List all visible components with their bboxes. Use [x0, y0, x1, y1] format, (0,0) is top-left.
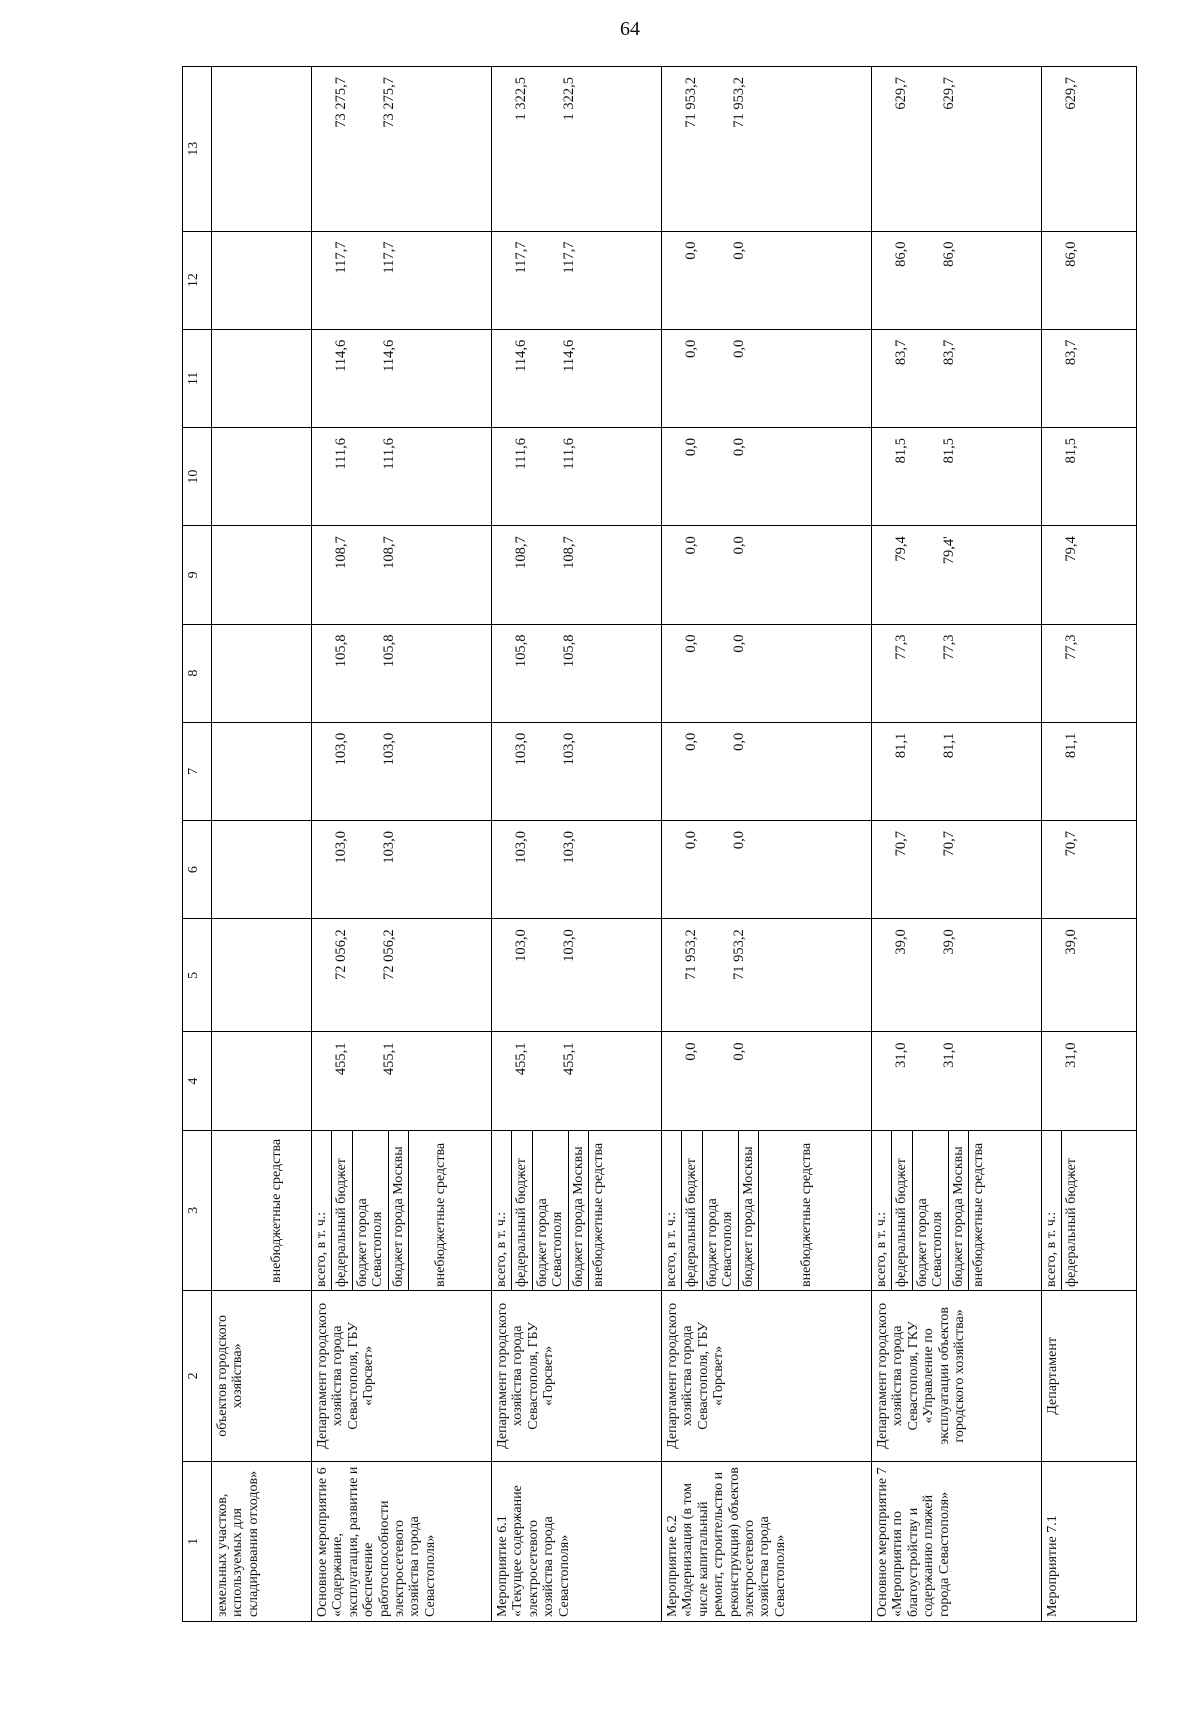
budget-table — [182, 66, 1137, 1622]
value-cell — [212, 526, 312, 624]
value-cell: 86,0 — [1042, 231, 1137, 329]
source-cell — [312, 1130, 492, 1290]
executor-cell: Департамент городского хозяйства города Севастополя, ГКУ «Управление по эксплуатации объектов городского хозяйства» — [872, 1290, 1042, 1461]
value-cell: 103,0 103,0 — [492, 722, 662, 820]
value-cell — [212, 624, 312, 722]
value-cell: 455,1 455,1 — [312, 1032, 492, 1130]
value-cell: 70,7 — [1042, 821, 1137, 919]
header-row — [183, 67, 212, 1622]
value-cell: 0,0 0,0 — [662, 722, 872, 820]
source-item: бюджет города Севастополя — [702, 1131, 738, 1290]
source-item: федеральный бюджет — [1061, 1131, 1081, 1290]
col-header: 3 — [183, 1130, 212, 1290]
measure-cell: Мероприятие 7.1 — [1042, 1461, 1137, 1621]
value-cell: 629,7 629,7 — [872, 67, 1042, 232]
measure-cell: Мероприятие 6.2 «Модернизация (в том числе капитальный ремонт, строительство и реконструкция) объектов электросетевого хозяйства города Севастополя» — [662, 1461, 872, 1621]
executor-cell: Департамент городского хозяйства города Севастополя, ГБУ «Горсвет» — [492, 1290, 662, 1461]
value-cell: 105,8 105,8 — [492, 624, 662, 722]
value-cell: 117,7 117,7 — [492, 231, 662, 329]
value-cell: 0,0 0,0 — [662, 329, 872, 427]
source-item: внебюджетные средства — [968, 1131, 988, 1290]
col-header: 4 — [183, 1032, 212, 1130]
col-header: 2 — [183, 1290, 212, 1461]
value-cell: 81,5 81,5 — [872, 428, 1042, 526]
value-cell: 81,5 — [1042, 428, 1137, 526]
page-number: 64 — [620, 18, 640, 40]
value-cell: 629,7 — [1042, 67, 1137, 232]
table-row — [1042, 67, 1137, 1622]
value-cell: 72 056,2 72 056,2 — [312, 919, 492, 1032]
value-cell: 111,6 111,6 — [492, 428, 662, 526]
executor-cell: Департамент — [1042, 1290, 1137, 1461]
value-cell: 77,3 — [1042, 624, 1137, 722]
col-header: 9 — [183, 526, 212, 624]
executor-cell: объектов городского хозяйства» — [212, 1290, 312, 1461]
table-row — [872, 67, 1042, 1622]
value-cell: 39,0 39,0 — [872, 919, 1042, 1032]
value-cell: 39,0 — [1042, 919, 1137, 1032]
source-item: внебюджетные средства — [269, 1138, 284, 1283]
value-cell: 111,6 111,6 — [312, 428, 492, 526]
source-item: всего, в т. ч.: — [1044, 1211, 1059, 1287]
value-cell: 108,7 108,7 — [492, 526, 662, 624]
measure-cell: Мероприятие 6.1 «Текущее содержание электросетевого хозяйства города Севастополя» — [492, 1461, 662, 1621]
table-row — [312, 67, 492, 1622]
source-item: федеральный бюджет — [681, 1131, 701, 1290]
source-item: всего, в т. ч.: — [664, 1211, 679, 1287]
value-cell: 70,7 70,7 — [872, 821, 1042, 919]
value-cell: 0,0 0,0 — [662, 1032, 872, 1130]
source-cell — [1042, 1130, 1137, 1290]
col-header: 7 — [183, 722, 212, 820]
value-cell: 455,1 455,1 — [492, 1032, 662, 1130]
source-item: внебюджетные средства — [408, 1131, 450, 1290]
value-cell: 86,0 86,0 — [872, 231, 1042, 329]
col-header: 8 — [183, 624, 212, 722]
value-cell: 31,0 31,0 — [872, 1032, 1042, 1130]
col-header: 6 — [183, 821, 212, 919]
executor-cell: Департамент городского хозяйства города Севастополя, ГБУ «Горсвет» — [312, 1290, 492, 1461]
value-cell: 0,0 0,0 — [662, 624, 872, 722]
source-item: бюджет города Севастополя — [912, 1131, 948, 1290]
source-item: внебюджетные средства — [588, 1131, 608, 1290]
source-item: федеральный бюджет — [331, 1131, 351, 1290]
value-cell: 103,0 103,0 — [492, 821, 662, 919]
table-row — [492, 67, 662, 1622]
value-cell: 1 322,5 1 322,5 — [492, 67, 662, 232]
executor-cell: Департамент городского хозяйства города Севастополя, ГБУ «Горсвет» — [662, 1290, 872, 1461]
value-cell: 71 953,2 71 953,2 — [662, 67, 872, 232]
value-cell: 0,0 0,0 — [662, 428, 872, 526]
value-cell: 103,0 103,0 — [312, 821, 492, 919]
col-header: 5 — [183, 919, 212, 1032]
source-item: внебюджетные средства — [758, 1131, 816, 1290]
col-header: 12 — [183, 231, 212, 329]
value-cell — [212, 722, 312, 820]
value-cell: 83,7 83,7 — [872, 329, 1042, 427]
value-cell: 81,1 81,1 — [872, 722, 1042, 820]
rotated-table-container — [182, 66, 1137, 1622]
source-item: бюджет города Москвы — [738, 1131, 758, 1290]
value-cell — [212, 1032, 312, 1130]
value-cell: 103,0 103,0 — [312, 722, 492, 820]
value-cell: 117,7 117,7 — [312, 231, 492, 329]
source-item: всего, в т. ч.: — [874, 1211, 889, 1287]
source-item: бюджет города Москвы — [568, 1131, 588, 1290]
col-header: 11 — [183, 329, 212, 427]
measure-cell: земельных участков, используемых для складирования отходов» — [212, 1461, 312, 1621]
source-cell — [872, 1130, 1042, 1290]
value-cell: 108,7 108,7 — [312, 526, 492, 624]
source-item: федеральный бюджет — [511, 1131, 531, 1290]
value-cell: 81,1 — [1042, 722, 1137, 820]
value-cell: 103,0 103,0 — [492, 919, 662, 1032]
table-row — [212, 67, 312, 1622]
value-cell: 79,4 — [1042, 526, 1137, 624]
measure-cell: Основное мероприятие 6 «Содержание, эксплуатация, развитие и обеспечение работоспособности электросетевого хозяйства города Севастополя» — [312, 1461, 492, 1621]
source-item: всего, в т. ч.: — [314, 1211, 329, 1287]
value-cell — [212, 329, 312, 427]
value-cell — [212, 821, 312, 919]
value-cell: 114,6 114,6 — [492, 329, 662, 427]
value-cell: 73 275,7 73 275,7 — [312, 67, 492, 232]
table-row — [662, 67, 872, 1622]
col-header: 10 — [183, 428, 212, 526]
source-cell — [662, 1130, 872, 1290]
col-header: 13 — [183, 67, 212, 232]
source-cell — [492, 1130, 662, 1290]
value-cell: 83,7 — [1042, 329, 1137, 427]
value-cell: 31,0 — [1042, 1032, 1137, 1130]
source-item: бюджет города Севастополя — [532, 1131, 568, 1290]
col-header: 1 — [183, 1461, 212, 1621]
source-cell — [212, 1130, 312, 1290]
value-cell: 0,0 0,0 — [662, 231, 872, 329]
source-item: бюджет города Москвы — [948, 1131, 968, 1290]
measure-cell: Основное мероприятие 7 «Мероприятия по благоустройству и содержанию пляжей города Севастополя» — [872, 1461, 1042, 1621]
value-cell: 79,4 79,4' — [872, 526, 1042, 624]
value-cell: 77,3 77,3 — [872, 624, 1042, 722]
source-item: бюджет города Севастополя — [352, 1131, 388, 1290]
value-cell — [212, 231, 312, 329]
source-item: бюджет города Москвы — [388, 1131, 408, 1290]
value-cell: 71 953,2 71 953,2 — [662, 919, 872, 1032]
value-cell: 0,0 0,0 — [662, 821, 872, 919]
value-cell — [212, 67, 312, 232]
source-item: всего, в т. ч.: — [494, 1211, 509, 1287]
value-cell — [212, 428, 312, 526]
value-cell: 114,6 114,6 — [312, 329, 492, 427]
value-cell — [212, 919, 312, 1032]
value-cell: 0,0 0,0 — [662, 526, 872, 624]
value-cell: 105,8 105,8 — [312, 624, 492, 722]
source-item: федеральный бюджет — [891, 1131, 911, 1290]
